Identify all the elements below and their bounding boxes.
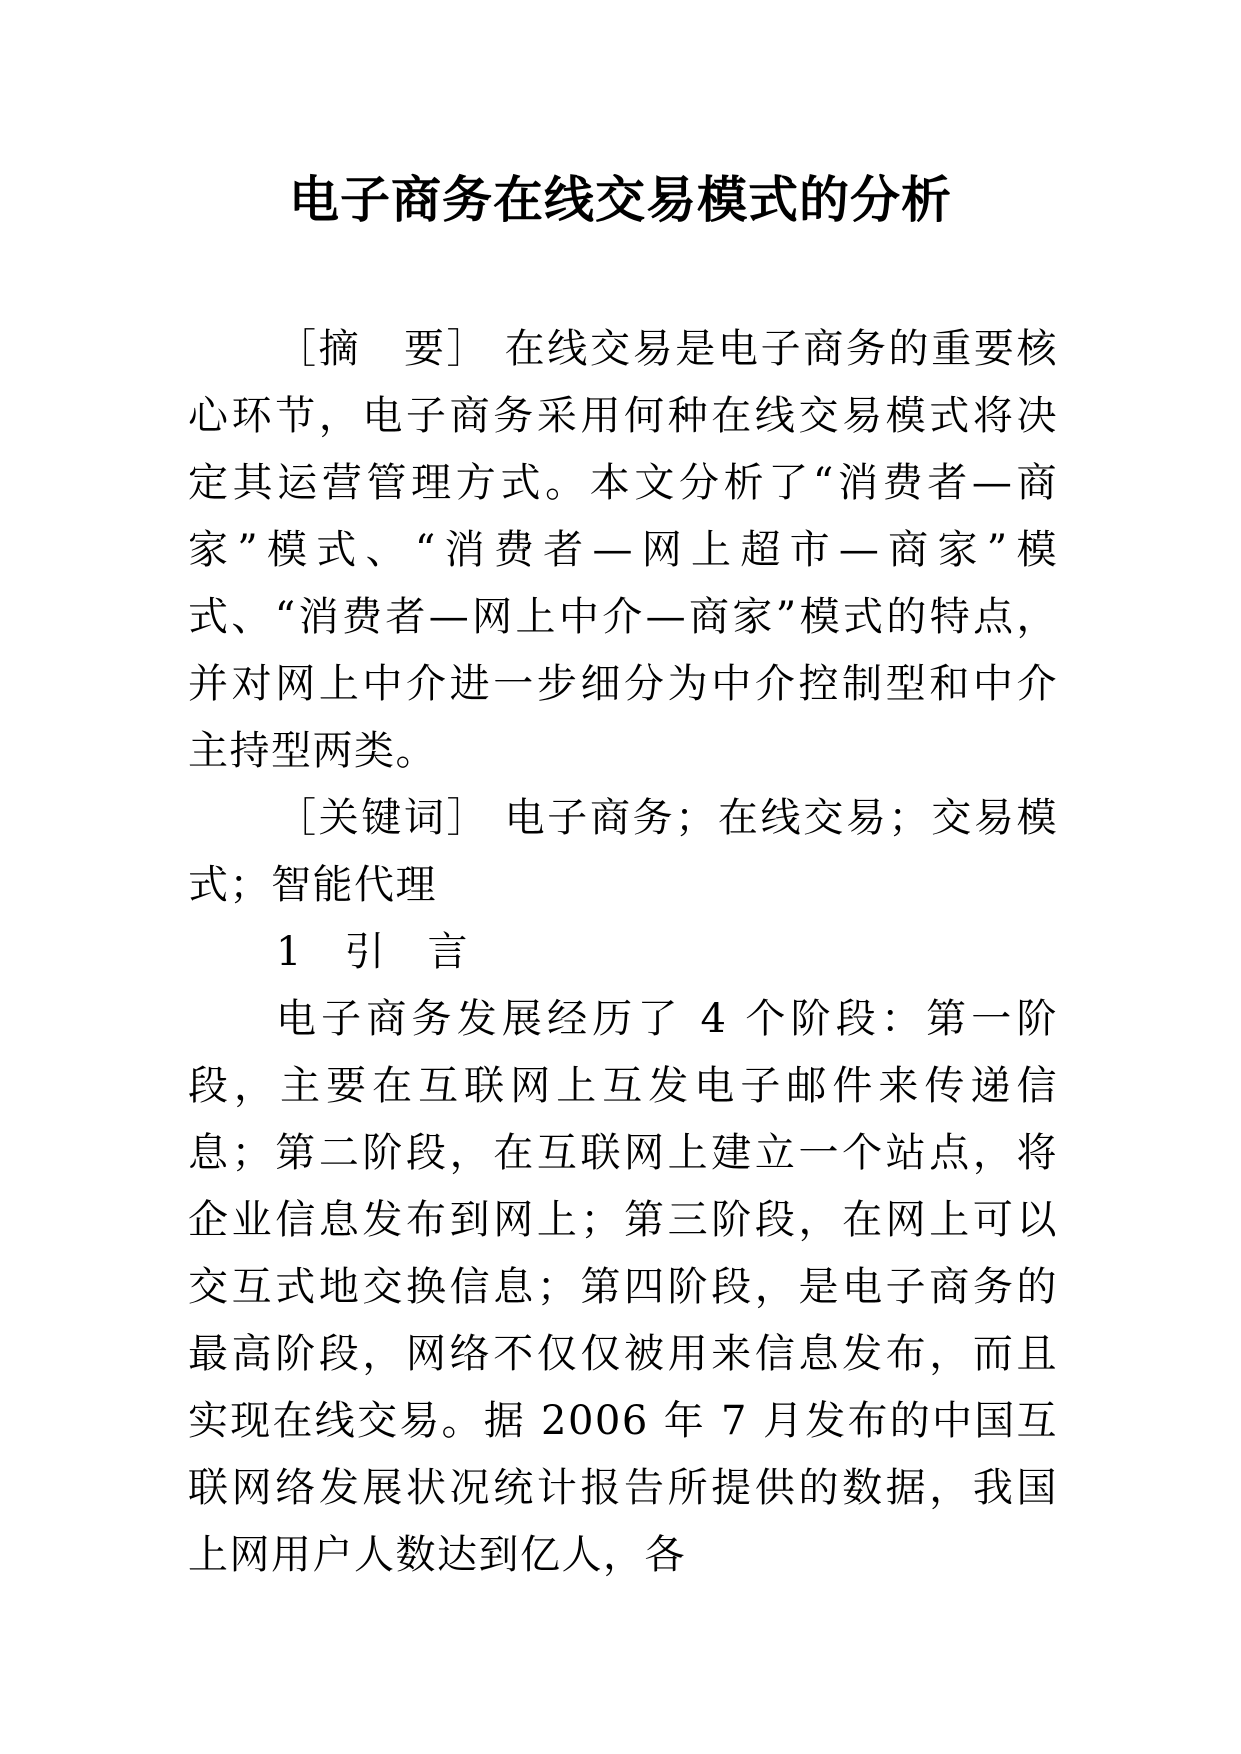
keywords-paragraph [188,785,1058,919]
body-paragraph: 电子商务发展经历了 4 个阶段：第一阶段，主要在互联网上互发电子邮件来传递信息；第二阶段，在互联网上建立一个站点，将企业信息发布到网上；第三阶段，在网上可以交互式地交换信息；第四阶段，是电子商务的最高阶段，网络不仅仅被用来信息发布，而且实现在线交易。据 2006 年 7 月发布的中国互联网络发展状况统计报告所提供的数据，我国上网用户人数达到亿人，各 [188,996,1058,1578]
abstract-text: 在线交易是电子商务的重要核心环节，电子商务采用何种在线交易模式将决定其运营管理方式。本文分析了“消费者—商家”模式、“消费者—网上超市—商家”模式、“消费者—网上中介—商家”模式的特点，并对网上中介进一步细分为中介控制型和中介主持型两类。 [188,326,1059,774]
keywords-text: 电子商务；在线交易；交易模式；智能代理 [188,795,1059,908]
document-body [188,316,1058,1589]
document-title: 电子商务在线交易模式的分析 [289,171,952,229]
abstract-paragraph [188,316,1058,785]
abstract-label: ［摘 要］ [276,326,490,372]
keywords-label: ［关键词］ [276,795,490,841]
section-heading: 1 引 言 [276,929,469,975]
